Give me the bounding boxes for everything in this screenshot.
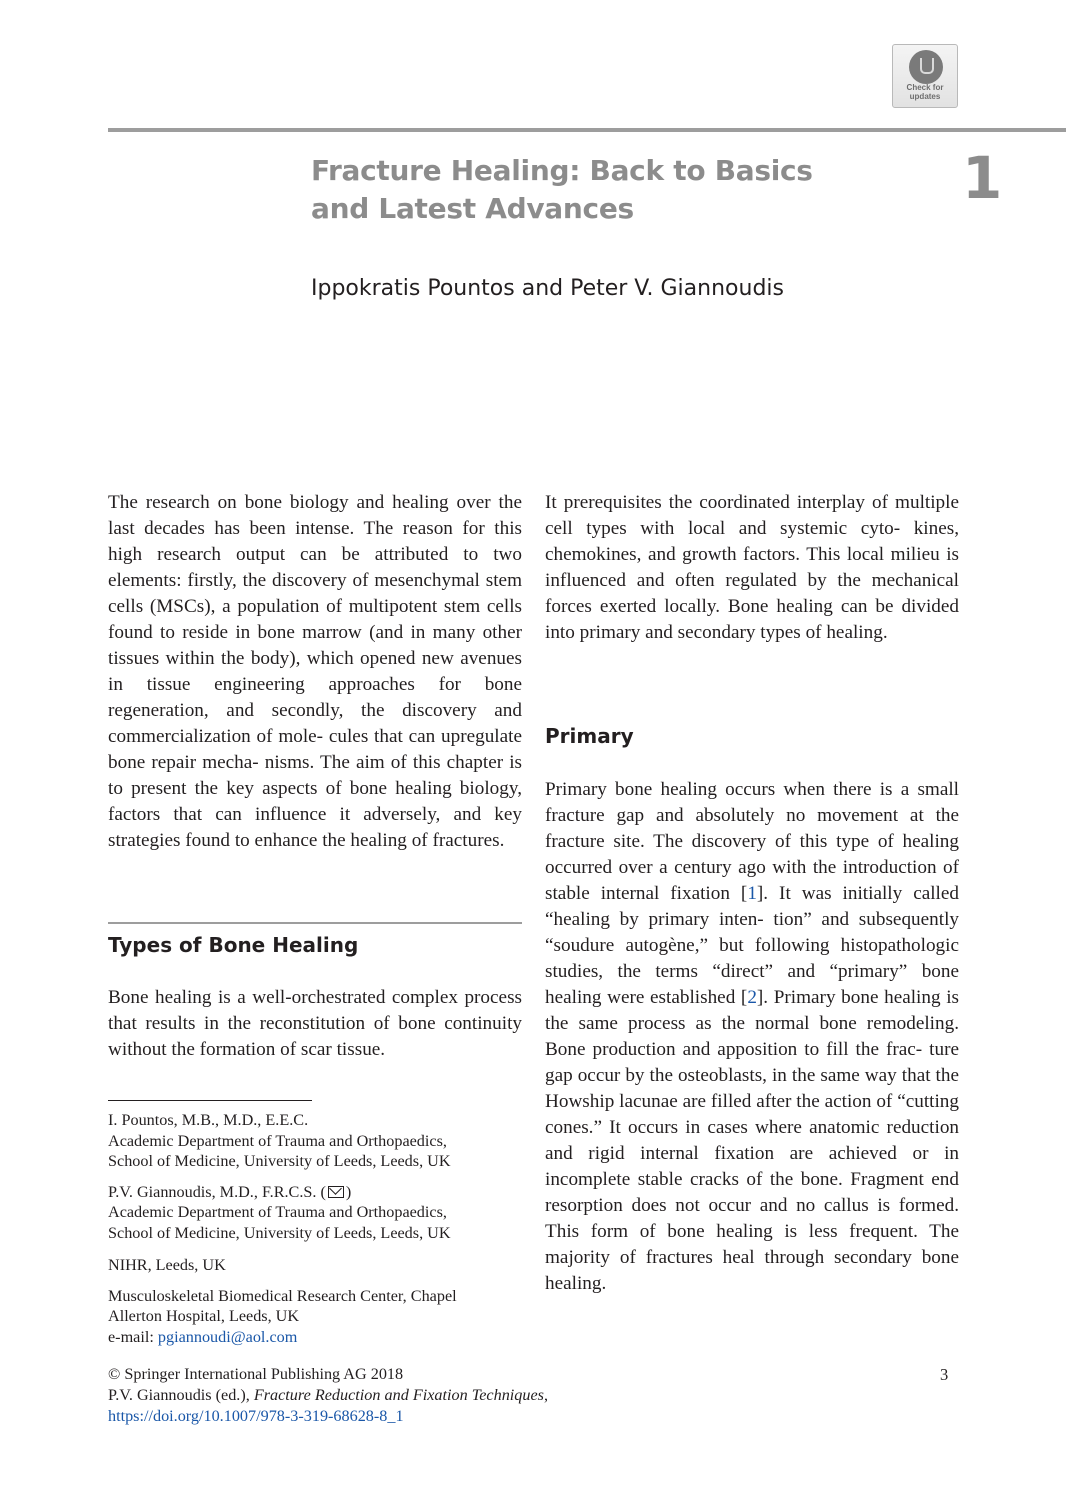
types-paragraph — [108, 985, 522, 1063]
text-line: can influence it adversely, and key strategies — [108, 804, 522, 851]
page-number: 3 — [940, 1365, 949, 1384]
envelope-icon — [328, 1186, 344, 1198]
chapter-authors: Ippokratis Pountos and Peter V. Giannoudis — [311, 276, 784, 301]
text-line: continuity without the formation of scar tissue. — [108, 1013, 522, 1060]
primary-paragraph — [545, 777, 959, 1297]
text-line: approaches for bone regeneration, and secondly, — [108, 674, 522, 721]
text-line: The research on bone biology and healing over — [108, 492, 499, 513]
text-line: found to enhance the healing of fractures. — [185, 830, 505, 851]
badge-label — [893, 83, 957, 101]
text-line: elements: firstly, the discovery of mesenchymal — [108, 570, 486, 591]
publication-info — [108, 1364, 958, 1427]
text-line: mechanical forces exerted locally. Bone healing — [545, 570, 959, 617]
doi-link[interactable]: https://doi.org/10.1007/978-3-319-68628-8_1 — [108, 1407, 404, 1425]
author-2-affiliation-brc: Musculoskeletal Biomedical Research Center, Chapel Allerton Hospital, Leeds, UK e-mail: pgiannoudi@aol.com — [108, 1286, 457, 1346]
chapter-title — [311, 152, 871, 228]
email-link[interactable]: pgiannoudi@aol.com — [157, 1327, 298, 1346]
section-rule — [108, 922, 522, 924]
intro-text — [108, 490, 522, 854]
author-2-affiliation-nihr: NIHR, Leeds, UK — [108, 1256, 226, 1274]
citation-line: P.V. Giannoudis (ed.), Fracture Reduction and Fixation Techniques, — [108, 1386, 549, 1404]
text-line: kines, chemokines, and growth factors. This local — [545, 518, 959, 565]
footnote-rule — [108, 1100, 312, 1101]
continuation-paragraph — [545, 490, 959, 646]
text-line: It prerequisites the coordinated interplay of — [545, 492, 896, 513]
text-line: this high research output can be attributed to two — [108, 518, 522, 565]
text-line: the last decades has been intense. The reason for — [108, 492, 522, 539]
text-line: the discovery and commercialization of mole- — [108, 700, 522, 747]
text-line: nisms. The aim of this chapter is to present the — [108, 752, 522, 799]
text-line: cules that can upregulate bone repair mecha- — [108, 726, 522, 773]
crossmark-icon — [909, 50, 943, 84]
text-line: process that results in the reconstitution of bone — [108, 987, 522, 1034]
primary-text: Primary bone healing occurs when there is a small fracture gap and absolutely no movement at the fracture site. The discovery of this type of healing occurred over a century ago with the introduction of stable internal fixation [1]. It was initially called “healing by primary inten- tion” and subsequently “soudure autogène,” but following histopathologic studies, the terms “direct” and “primary” bone healing were established [2]. Primary bone healing is the same process as the normal bone remodeling. Bone production and apposition to fill the frac- ture gap occur by the osteoblasts, in the same way that the Howship lacunae are filled after the action of “cutting cones.” It occurs in cases where anatomic reduction and rigid internal fixation are achieved or in incomplete stable cracks of the bone. Fragment end resorption does not occur and no callus is formed. This form of bone healing is less frequent. The majority of fractures heal through secondary bone healing. — [545, 779, 960, 1294]
text-line: stem cells found to reside in bone marrow (and in — [108, 596, 522, 643]
text-line: Bone healing is a well-orchestrated complex — [108, 987, 465, 1008]
citation-link-2[interactable]: 2 — [747, 987, 757, 1008]
badge-line-2: updates — [909, 92, 941, 101]
chapter-title-line-2: and Latest Advances — [311, 192, 634, 225]
chapter-number: 1 — [962, 144, 1003, 212]
section-heading-types-of-bone-healing: Types of Bone Healing — [108, 933, 359, 957]
chapter-top-rule — [108, 128, 1066, 132]
text-line: opened new avenues in tissue engineering — [108, 648, 522, 695]
citation-link-1[interactable]: 1 — [747, 883, 757, 904]
text-line: milieu is influenced and often regulated by the — [545, 544, 959, 591]
text-line: of healing. — [805, 622, 888, 643]
author-1-affiliation: I. Pountos, M.B., M.D., E.E.C. Academic Department of Trauma and Orthopaedics, School of Medicine, University of Leeds, Leeds, UK — [108, 1111, 451, 1170]
badge-line-1: Check for — [906, 83, 944, 92]
text-line: key aspects of bone healing biology, factors that — [108, 778, 522, 825]
text-line: multiple cell types with local and systemic cyto- — [545, 492, 959, 539]
intro-paragraph — [108, 490, 522, 854]
text-line: many other tissues within the body), which — [108, 622, 522, 669]
text-line: can be divided into primary and secondary types — [545, 596, 959, 643]
subheading-primary: Primary — [545, 724, 634, 748]
types-text — [108, 985, 522, 1063]
author-2-affiliation: P.V. Giannoudis, M.D., F.R.C.S. ( ) Academic Department of Trauma and Orthopaedics, School of Medicine, University of Leeds, Leeds, UK — [108, 1182, 451, 1242]
continuation-text — [545, 490, 959, 646]
author-affiliations — [108, 1110, 528, 1357]
check-for-updates-badge[interactable] — [892, 44, 958, 108]
chapter-title-line-1: Fracture Healing: Back to Basics — [311, 154, 813, 187]
text-line: stem cells (MSCs), a population of multipotent — [108, 570, 522, 617]
copyright-line: © Springer International Publishing AG 2018 — [108, 1365, 404, 1383]
